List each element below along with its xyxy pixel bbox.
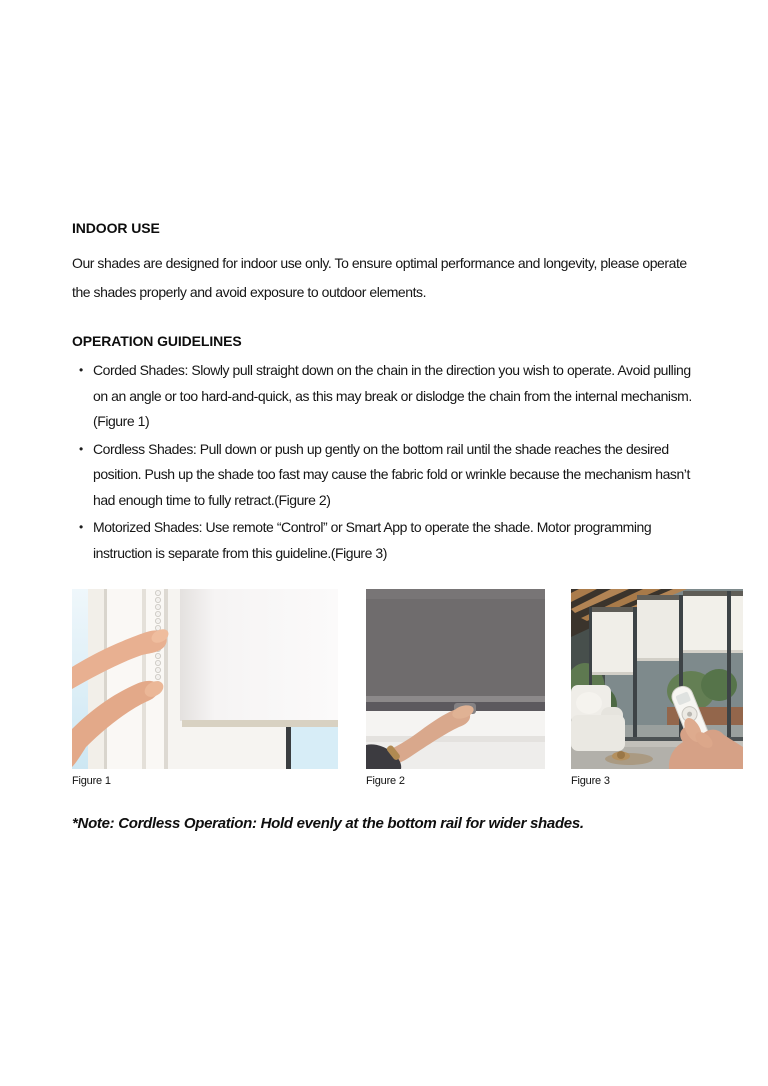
- figure-2: [366, 589, 545, 788]
- operation-guidelines-heading: OPERATION GUIDELINES: [72, 333, 242, 349]
- figure-1-caption: Figure 1: [72, 775, 111, 787]
- cordless-shade-photo: [366, 589, 545, 769]
- figure-1: [72, 589, 338, 788]
- indoor-use-heading: INDOOR USE: [72, 220, 160, 236]
- figure-row: [72, 589, 697, 788]
- list-item-corded-shades: • Corded Shades: Slowly pull straight down on the chain in the direction you wish to operate. Avoid pulling on an angle or too hard-and-quick, as this may break or dislodge the chain from the internal mechanism. (Figure 1): [72, 358, 697, 435]
- list-item-motorized-shades: • Motorized Shades: Use remote “Control” or Smart App to operate the shade. Motor programming instruction is separate from this guideline.(Figure 3): [72, 515, 697, 566]
- indoor-use-paragraph: Our shades are designed for indoor use only. To ensure optimal performance and longevity, please operate the shades properly and avoid exposure to outdoor elements.: [72, 255, 687, 300]
- section-indoor-use: [72, 221, 697, 307]
- section-operation-guidelines: [72, 334, 697, 566]
- corded-shade-photo: [72, 589, 338, 769]
- figure-2-caption: Figure 2: [366, 775, 405, 787]
- figure-3-caption: Figure 3: [571, 775, 610, 787]
- cordless-operation-note: *Note: Cordless Operation: Hold evenly at the bottom rail for wider shades.: [72, 815, 584, 832]
- list-item-cordless-shades: • Cordless Shades: Pull down or push up gently on the bottom rail until the shade reaches the desired position. Push up the shade too fast may cause the fabric fold or wrinkle because the mechanism hasn’t had enough time to fully retract.(Figure 2): [72, 437, 697, 514]
- figure-3: [571, 589, 743, 788]
- guidelines-list: [72, 358, 697, 566]
- motorized-shade-photo: [571, 589, 743, 769]
